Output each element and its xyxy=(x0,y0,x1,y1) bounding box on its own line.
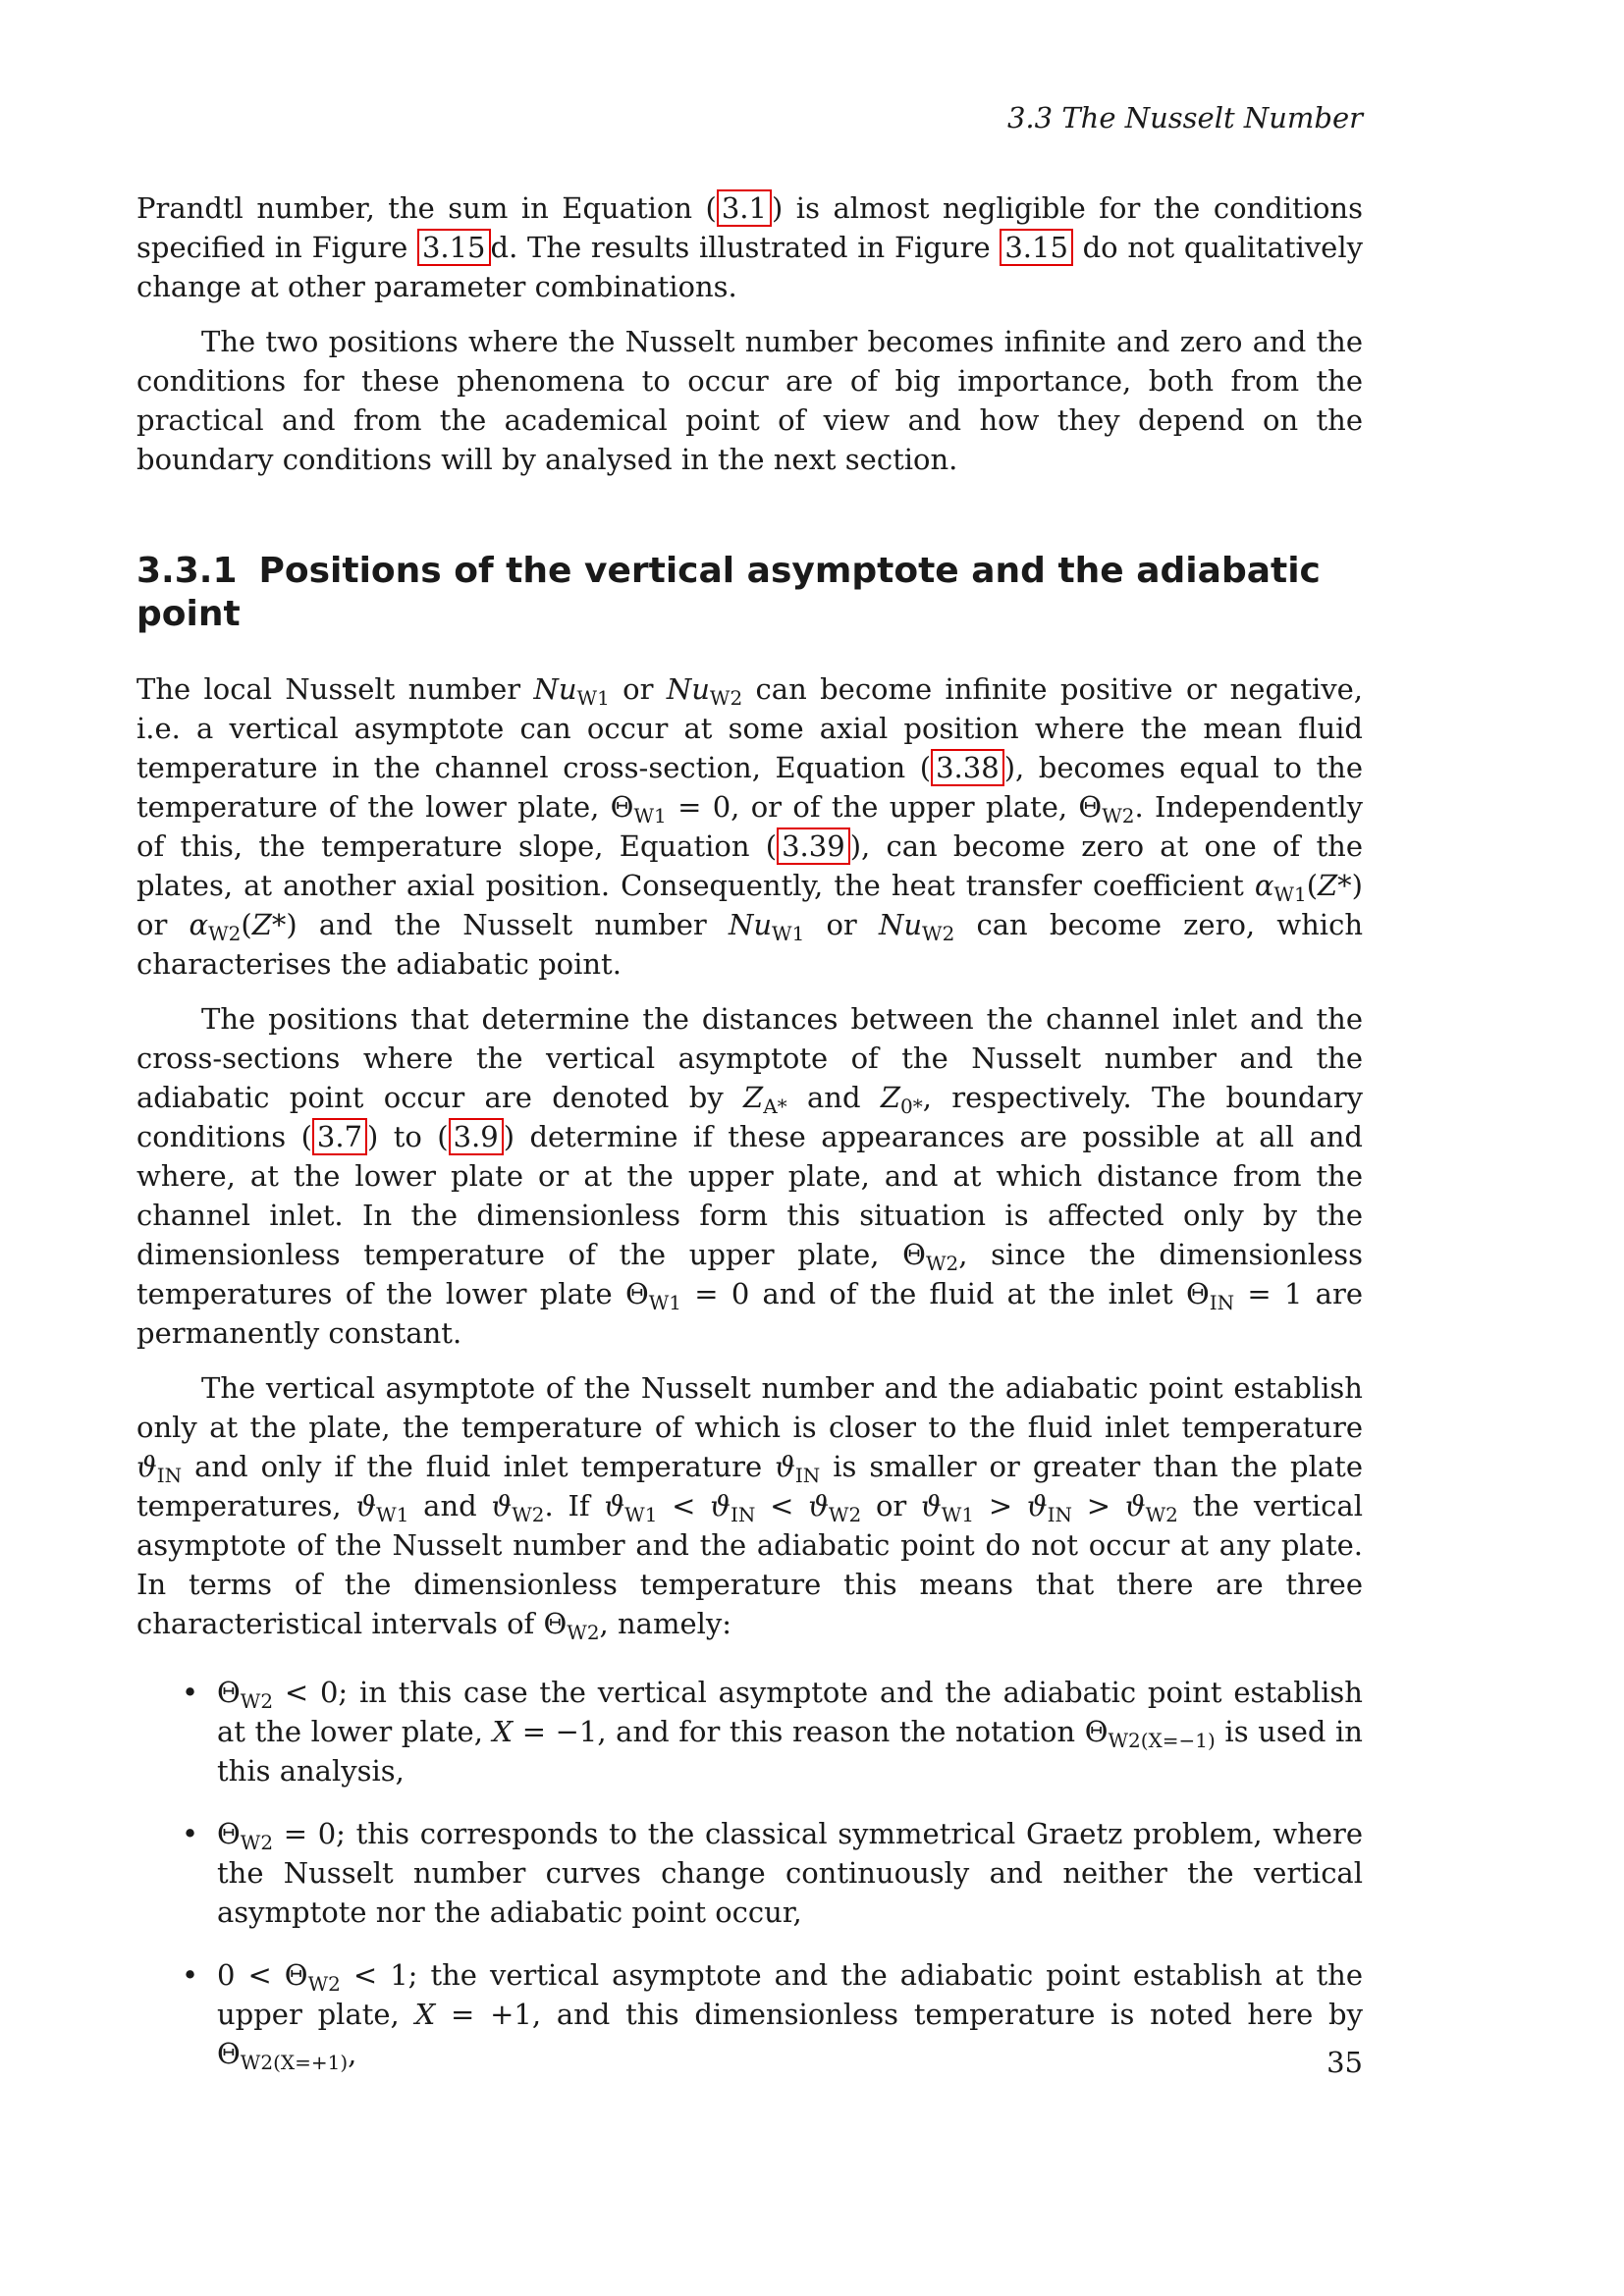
text-run: ) determine if these appearances are possible at all and where, at the lower plate or at the upper plate, and at which distance from the channel inlet. In the dimensionless form this situation is affected only by the dimensionless temperature of the upper plate, xyxy=(136,1120,1363,1271)
math-subscript: W2 xyxy=(925,1252,959,1275)
text-run: 0 < xyxy=(217,1958,285,1992)
math-subscript: W2 xyxy=(709,686,743,710)
text-run: and xyxy=(408,1489,492,1522)
math-symbol: ϑ xyxy=(1026,1489,1048,1522)
math-subscript: IN xyxy=(156,1464,183,1487)
paragraph-2: The two positions where the Nusselt number becomes infinite and zero and the conditions for these phenomena to occur are of big importance, both from the practical and from the academical point of view and how they depend on the boundary conditions will by analysed in the next section. xyxy=(136,325,1363,476)
math-subscript: W2 xyxy=(922,922,955,945)
math-symbol: ϑ xyxy=(921,1489,942,1522)
paragraph-5 xyxy=(136,1368,1363,1643)
paragraph-4 xyxy=(136,999,1363,1353)
math-symbol: Nu xyxy=(878,908,923,941)
text-run: = 0 xyxy=(681,1277,750,1310)
math-subscript: W1 xyxy=(772,922,805,945)
math-symbol: Θ xyxy=(284,1958,308,1992)
figure-ref-link[interactable]: 3.15 xyxy=(1000,229,1073,266)
running-header: 3.3 The Nusselt Number xyxy=(1006,101,1363,134)
page-number: 35 xyxy=(1326,2046,1363,2079)
text-run: and the Nusselt number xyxy=(297,908,729,941)
text-run: and xyxy=(786,1081,881,1114)
text-run: , respectively. The boundary conditions ( xyxy=(136,1081,1363,1153)
math-subscript: W2(X=−1) xyxy=(1108,1729,1216,1752)
text-run: , or of the upper plate, xyxy=(731,790,1079,824)
math-subscript: A* xyxy=(763,1095,787,1118)
section-title: Positions of the vertical asymptote and the adiabatic point xyxy=(136,551,1321,634)
math-symbol: Θ xyxy=(902,1238,926,1271)
math-symbol: Θ xyxy=(543,1607,568,1640)
math-subscript: W1 xyxy=(941,1503,975,1526)
text-run: ) is almost negligible for the conditions specified in Figure xyxy=(136,191,1363,264)
text-run: or xyxy=(861,1489,922,1522)
text-run: , since the dimensionless temperatures of the lower plate xyxy=(136,1238,1363,1310)
text-run: ) to ( xyxy=(367,1120,449,1153)
text-run: or xyxy=(804,908,879,941)
text-run: = 1 xyxy=(1234,1277,1303,1310)
text-run: = 0; this corresponds to the classical symmetrical Graetz problem, where the Nusselt number curves change continuously and neither the vertical asymptote nor the adiabatic point occur, xyxy=(217,1817,1363,1929)
math-symbol: Θ xyxy=(217,1676,241,1709)
math-subscript: W2 xyxy=(307,1972,341,1996)
math-subscript: W2 xyxy=(240,1689,274,1713)
math-symbol: Θ xyxy=(610,790,634,824)
math-symbol: Z xyxy=(743,1081,764,1114)
math-symbol: X xyxy=(414,1998,436,2031)
text-run: < xyxy=(657,1489,711,1522)
math-symbol: α xyxy=(189,908,209,941)
text-run: > xyxy=(1072,1489,1125,1522)
figure-ref-link[interactable]: 3.15 xyxy=(417,229,491,266)
math-subscript: W2 xyxy=(828,1503,862,1526)
text-run: < xyxy=(755,1489,809,1522)
math-symbol: Nu xyxy=(533,672,577,706)
text-run: ), becomes equal to the temperature of the lower plate, xyxy=(136,751,1363,824)
math-subscript: W2 xyxy=(240,1831,274,1854)
text-run: and only if the fluid inlet temperature xyxy=(182,1450,776,1483)
math-subscript: W2 xyxy=(1102,804,1135,828)
text-run: can become infinite positive or negative, i.e. a vertical asymptote can occur at some axial position where the mean fluid temperature in the channel cross-section, Equation ( xyxy=(136,672,1363,784)
math-subscript: W2(X=+1) xyxy=(240,2051,349,2074)
math-symbol: ϑ xyxy=(604,1489,625,1522)
math-subscript: IN xyxy=(794,1464,821,1487)
interval-list xyxy=(136,1673,1363,2073)
text-run: d. The results illustrated in Figure xyxy=(490,231,1001,264)
math-symbol: Θ xyxy=(1185,1277,1210,1310)
text-run: ), can become zero at one of the plates, at another axial position. Consequently, the heat transfer coefficient xyxy=(136,829,1363,902)
math-symbol: Z* xyxy=(1318,869,1352,902)
text-run: The positions that determine the distances between the channel inlet and the cross-sections where the vertical asymptote of the Nusselt number and the adiabatic point occur are denoted by xyxy=(136,1002,1363,1114)
math-symbol: ϑ xyxy=(775,1450,795,1483)
math-subscript: W1 xyxy=(624,1503,658,1526)
math-symbol: α xyxy=(1254,869,1274,902)
list-item xyxy=(217,1673,1363,1790)
math-subscript: W1 xyxy=(1273,882,1307,906)
equation-ref-link[interactable]: 3.38 xyxy=(931,749,1004,786)
text-run: > xyxy=(974,1489,1027,1522)
math-symbol: X xyxy=(492,1715,514,1748)
equation-ref-link[interactable]: 3.9 xyxy=(449,1118,504,1155)
text-run: are permanently constant. xyxy=(136,1277,1363,1350)
equation-ref-link[interactable]: 3.7 xyxy=(312,1118,367,1155)
equation-ref-link[interactable]: 3.39 xyxy=(777,828,850,865)
text-run: and of the fluid at the inlet xyxy=(749,1277,1186,1310)
text-run: = −1, and for this reason the notation xyxy=(513,1715,1085,1748)
text-run: or xyxy=(136,908,189,941)
text-run: can become zero, which characterises the adiabatic point. xyxy=(136,908,1364,981)
section-number: 3.3.1 xyxy=(136,551,238,591)
text-run: The vertical asymptote of the Nusselt number and the adiabatic point establish only at the plate, the temperature of which is closer to the fluid inlet temperature xyxy=(136,1371,1363,1444)
math-subscript: IN xyxy=(1047,1503,1073,1526)
text-run: , namely: xyxy=(599,1607,732,1640)
math-symbol: ϑ xyxy=(710,1489,731,1522)
text-run: is used in this analysis, xyxy=(217,1715,1363,1788)
math-subscript: W1 xyxy=(576,686,610,710)
math-symbol: ϑ xyxy=(355,1489,377,1522)
math-subscript: IN xyxy=(1209,1291,1235,1314)
text-run: = 0 xyxy=(666,790,731,824)
text-run: = +1, and this dimensionless temperature is noted here by xyxy=(435,1998,1363,2031)
text-run: < 0; in this case the vertical asymptote and the adiabatic point establish at the lower plate, xyxy=(217,1676,1363,1748)
math-symbol: ϑ xyxy=(491,1489,513,1522)
math-symbol: Z* xyxy=(251,908,287,941)
math-symbol: Θ xyxy=(217,1817,241,1850)
list-item xyxy=(217,1814,1363,1932)
text-run: , xyxy=(348,2037,357,2070)
text-run: The local Nusselt number xyxy=(136,672,534,706)
math-subscript: IN xyxy=(730,1503,756,1526)
paragraph-3: The local Nusselt number $Nu_{W1}$ or $Nu_{W2}$ can become infinite positive or negative, i.e. a vertical asymptote can occur at some axial position where the mean fluid temperature in the channel cross-section, Equation ( 3.38 ), becomes equal to the temperature of the lower plate, $\Theta_{W1} = 0$, or of the upper plate, $\Theta_{W2}$. Independently of this, the temperature slope, Equation ( 3.39 ), can become zero at one of the plates, at another axial position. Consequently, the heat transfer coefficient $\alpha_{W1}(Z*)$ or $\alpha_{W2}(Z*)$ and the Nusselt number $Nu_{W1}$ or $Nu_{W2}$ can become zero, which characterises the adiabatic point. xyxy=(136,672,1364,981)
math-symbol: Nu xyxy=(666,672,710,706)
math-subscript: W1 xyxy=(376,1503,409,1526)
math-symbol: ϑ xyxy=(1124,1489,1146,1522)
section-heading xyxy=(136,550,1363,636)
text-run: or xyxy=(609,672,667,706)
math-symbol: Θ xyxy=(217,2037,241,2070)
text-run: the vertical asymptote of the Nusselt number and the adiabatic point do not occur at any plate. In terms of the dimensionless temperature this means that there are three characteristical intervals of xyxy=(136,1489,1363,1640)
math-subscript: W2 xyxy=(512,1503,545,1526)
math-subscript: W1 xyxy=(648,1291,682,1314)
math-subscript: W2 xyxy=(1145,1503,1178,1526)
math-subscript: W1 xyxy=(633,804,667,828)
math-subscript: 0* xyxy=(900,1095,923,1118)
math-symbol: Θ xyxy=(1078,790,1103,824)
text-run: is smaller or greater than the plate temperatures, xyxy=(136,1450,1363,1522)
page-body xyxy=(136,98,1363,2073)
equation-ref-link[interactable]: 3.1 xyxy=(717,189,772,227)
math-symbol: Nu xyxy=(728,908,773,941)
paragraph-1 xyxy=(136,188,1363,306)
text-run: < 1; the vertical asymptote and the adiabatic point establish at the upper plate, xyxy=(217,1958,1364,2031)
math-symbol: Θ xyxy=(624,1277,649,1310)
text-run: . Independently of this, the temperature slope, Equation ( xyxy=(136,790,1364,863)
list-item xyxy=(217,1955,1363,2073)
math-subscript: W2 xyxy=(208,922,242,945)
math-subscript: W2 xyxy=(567,1621,600,1644)
math-symbol: Θ xyxy=(1084,1715,1109,1748)
text-run: . If xyxy=(544,1489,605,1522)
math-symbol: ϑ xyxy=(136,1450,157,1483)
math-symbol: Z xyxy=(880,1081,901,1114)
text-run: Prandtl number, the sum in Equation ( xyxy=(136,191,717,225)
text-run: do not qualitatively change at other parameter combinations. xyxy=(136,231,1364,303)
math-symbol: ϑ xyxy=(808,1489,829,1522)
